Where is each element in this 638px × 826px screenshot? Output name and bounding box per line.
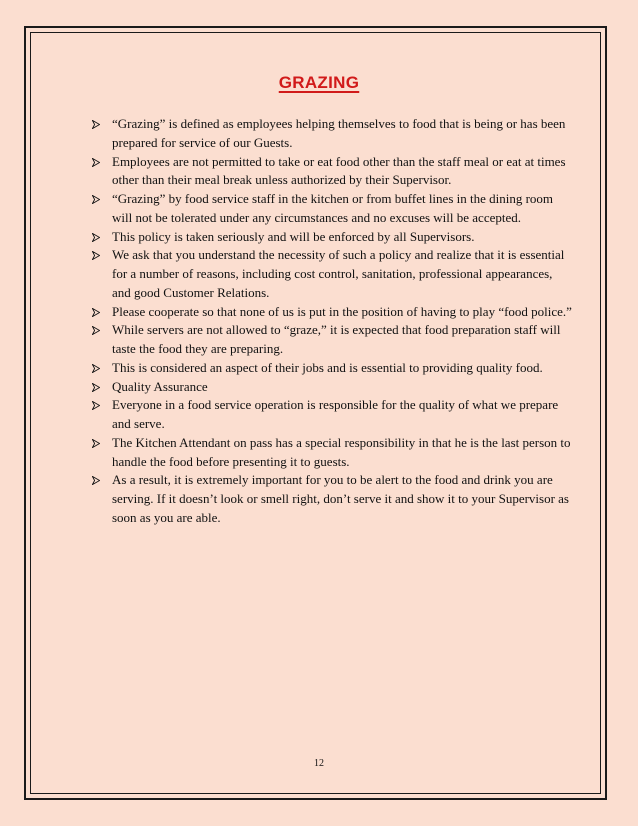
arrowhead-bullet-icon xyxy=(92,158,100,167)
bullet-item xyxy=(92,246,572,302)
arrowhead-bullet-icon xyxy=(92,383,100,392)
bullet-item xyxy=(92,434,572,472)
arrowhead-bullet-icon xyxy=(92,308,100,317)
arrowhead-bullet-icon xyxy=(92,401,100,410)
bullet-list xyxy=(92,115,572,528)
bullet-item xyxy=(92,321,572,359)
bullet-text: “Grazing” by food service staff in the kitchen or from buffet lines in the dining room will not be tolerated under any circumstances and no excuses will be accepted. xyxy=(112,191,554,225)
arrowhead-bullet-icon xyxy=(92,195,100,204)
bullet-item xyxy=(92,190,572,228)
bullet-item xyxy=(92,378,572,397)
arrowhead-bullet-icon xyxy=(92,439,100,448)
arrowhead-bullet-icon xyxy=(92,364,100,373)
bullet-text: While servers are not allowed to “graze,” it is expected that food preparation staff will taste the food they are preparing. xyxy=(112,322,561,356)
bullet-text: Employees are not permitted to take or eat food other than the staff meal or eat at times other than their meal break unless authorized by their Supervisor. xyxy=(112,153,566,188)
bullet-item xyxy=(92,396,572,434)
bullet-text: Please cooperate so that none of us is put in the position of having to play “food police.” xyxy=(112,303,572,319)
bullet-text: We ask that you understand the necessity of such a policy and realize that it is essential for a number of reasons, including cost control, sanitation, professional appearances, and good Customer Relations. xyxy=(112,247,565,300)
bullet-text: As a result, it is extremely important for you to be alert to the food and drink you are serving. If it doesn’t look or smell right, don’t serve it and show it to your Supervisor as soon as you are able. xyxy=(112,472,569,525)
bullet-item xyxy=(92,115,572,153)
arrowhead-bullet-icon xyxy=(92,233,100,242)
arrowhead-bullet-icon xyxy=(92,120,100,129)
bullet-text: Everyone in a food service operation is responsible for the quality of what we prepare and serve. xyxy=(112,397,559,431)
bullet-text: The Kitchen Attendant on pass has a special responsibility in that he is the last person to handle the food before presenting it to guests. xyxy=(112,434,571,469)
bullet-item xyxy=(92,359,572,378)
bullet-text: This policy is taken seriously and will be enforced by all Supervisors. xyxy=(112,228,475,244)
bullet-text: This is considered an aspect of their jobs and is essential to providing quality food. xyxy=(112,359,543,375)
page-title: GRAZING xyxy=(278,73,360,92)
bullet-item xyxy=(92,303,572,322)
bullet-text: “Grazing” is defined as employees helping themselves to food that is being or has been prepared for service of our Guests. xyxy=(112,116,566,150)
bullet-item xyxy=(92,228,572,247)
arrowhead-bullet-icon xyxy=(92,251,100,260)
arrowhead-bullet-icon xyxy=(92,476,100,485)
bullet-text: Quality Assurance xyxy=(112,378,208,394)
arrowhead-bullet-icon xyxy=(92,326,100,335)
bullet-item xyxy=(92,153,572,191)
bullet-item xyxy=(92,471,572,527)
page-number: 12 xyxy=(314,758,324,769)
